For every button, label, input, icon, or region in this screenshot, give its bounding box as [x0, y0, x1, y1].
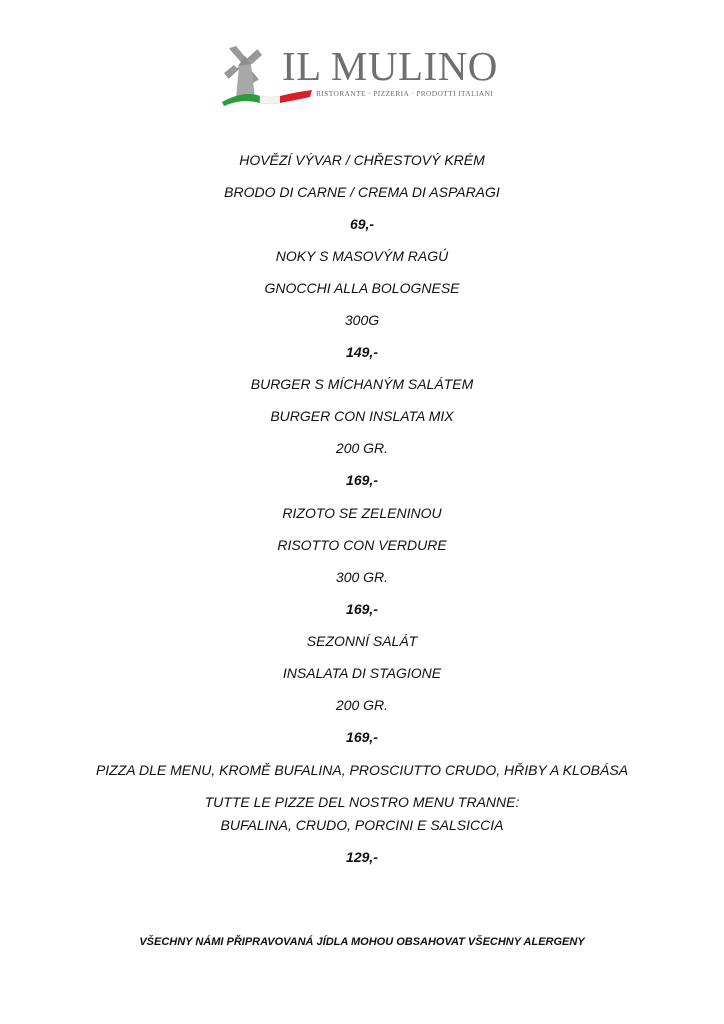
brand-tagline: RISTORANTE · PIZZERIA · PRODOTTI ITALIANI: [316, 89, 494, 98]
salad-name-cz: SEZONNÍ SALÁT: [306, 633, 418, 649]
pizza-price: 129,-: [346, 849, 378, 865]
burger-name-it: BURGER CON INSLATA MIX: [270, 408, 454, 424]
risotto-price: 169,-: [346, 601, 378, 617]
gnocchi-weight: 300G: [344, 312, 380, 328]
soup-name-cz: HOVĚZÍ VÝVAR / CHŘESTOVÝ KRÉM: [239, 152, 485, 168]
risotto-name-cz: RIZOTO SE ZELENINOU: [282, 505, 442, 521]
pizza-name-it-line2: BUFALINA, CRUDO, PORCINI E SALSICCIA: [220, 817, 504, 833]
salad-weight: 200 GR.: [335, 697, 389, 713]
pizza-name-it-line1: TUTTE LE PIZZE DEL NOSTRO MENU TRANNE:: [204, 794, 520, 810]
soup-name-it: BRODO DI CARNE / CREMA DI ASPARAGI: [224, 184, 500, 200]
pizza-name-cz: PIZZA DLE MENU, KROMĚ BUFALINA, PROSCIUTTO CRUDO, HŘIBY A KLOBÁSA: [95, 762, 629, 778]
salad-name-it: INSALATA DI STAGIONE: [282, 665, 442, 681]
burger-price: 169,-: [346, 472, 378, 488]
brand-name: IL MULINO: [282, 43, 498, 89]
gnocchi-name-cz: NOKY S MASOVÝM RAGÚ: [275, 248, 449, 264]
burger-weight: 200 GR.: [335, 440, 389, 456]
soup-price: 69,-: [349, 216, 375, 232]
risotto-weight: 300 GR.: [335, 569, 389, 585]
burger-name-cz: BURGER S MÍCHANÝM SALÁTEM: [250, 376, 474, 392]
gnocchi-price: 149,-: [346, 344, 378, 360]
allergen-notice: VŠECHNY NÁMI PŘIPRAVOVANÁ JÍDLA MOHOU OBSAHOVAT VŠECHNY ALERGENY: [139, 936, 585, 948]
risotto-name-it: RISOTTO CON VERDURE: [277, 537, 447, 553]
gnocchi-name-it: GNOCCHI ALLA BOLOGNESE: [264, 280, 460, 296]
salad-price: 169,-: [346, 729, 378, 745]
